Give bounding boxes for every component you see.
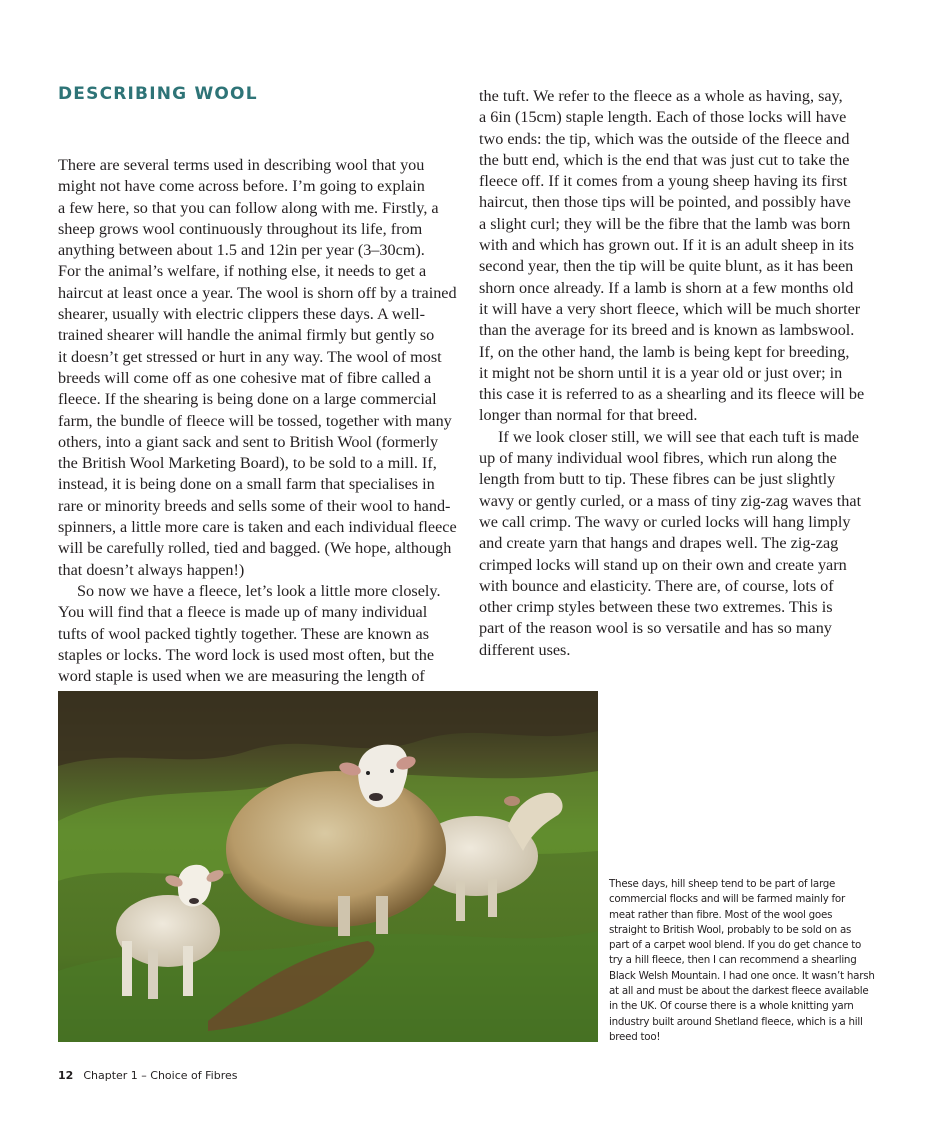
text-line: crimped locks will stand up on their own and create yarn	[479, 555, 847, 574]
text-line: this case it is referred to as a shearling and its fleece will be	[479, 385, 865, 404]
caption-line: industry built around Shetland fleece, which is a hill	[609, 1015, 863, 1028]
text-line: anything between about 1.5 and 12in per year (3–30cm).	[58, 241, 425, 260]
text-line: a slight curl; they will be the fibre that the lamb was born	[479, 214, 851, 233]
caption-line: at all and must be about the darkest fleece available	[609, 985, 869, 998]
text-line: than the average for its breed and is known as lambswool.	[479, 321, 855, 340]
caption-line: Black Welsh Mountain. I had one once. It wasn’t harsh	[609, 969, 875, 982]
text-line: might not have come across before. I’m going to explain	[58, 177, 425, 196]
text-line: will be carefully rolled, tied and bagged. (We hope, although	[58, 539, 452, 558]
text-line: a few here, so that you can follow along with me. Firstly, a	[58, 198, 439, 217]
text-line: fleece. If the shearing is being done on a large commercial	[58, 390, 437, 409]
text-line: longer than normal for that breed.	[479, 406, 698, 425]
text-line: the British Wool Marketing Board), to be sold to a mill. If,	[58, 454, 437, 473]
text-line: we call crimp. The wavy or curled locks will hang limply	[479, 512, 851, 531]
text-line: rare or minority breeds and sells some of their wool to hand-	[58, 496, 451, 515]
caption-line: part of a carpet wool blend. If you do get chance to	[609, 939, 862, 952]
text-line: up of many individual wool fibres, which run along the	[479, 449, 837, 468]
text-line: shorn once already. If a lamb is shorn at a few months old	[479, 278, 854, 297]
text-line: fleece off. If it comes from a young sheep having its first	[479, 172, 848, 191]
text-line: with and which has grown out. If it is an adult sheep in its	[479, 236, 854, 255]
text-line: sheep grows wool continuously throughout its life, from	[58, 219, 423, 238]
text-line: others, into a giant sack and sent to British Wool (formerly	[58, 432, 439, 451]
paragraph-start-line: So now we have a fleece, let’s look a little more closely.	[77, 581, 441, 600]
text-line: different uses.	[479, 640, 571, 659]
text-line: two ends: the tip, which was the outside of the fleece and	[479, 129, 850, 148]
right-text-column	[479, 86, 884, 661]
paragraph-start-line: If we look closer still, we will see that each tuft is made	[498, 427, 859, 446]
text-line: the tuft. We refer to the fleece as a whole as having, say,	[479, 87, 843, 105]
caption-line: These days, hill sheep tend to be part of large	[609, 878, 836, 890]
text-line: breeds will come off as one cohesive mat of fibre called a	[58, 368, 432, 387]
text-line: length from butt to tip. These fibres can be just slightly	[479, 470, 836, 489]
text-line: it doesn’t get stressed or hurt in any way. The wool of most	[58, 347, 442, 366]
text-line: part of the reason wool is so versatile and has so many	[479, 619, 832, 638]
text-line: and create yarn that hangs and drapes well. The zig-zag	[479, 534, 839, 553]
sheep-photo	[58, 691, 598, 1042]
text-line: wavy or gently curled, or a mass of tiny zig-zag waves that	[479, 491, 862, 510]
text-line: word staple is used when we are measuring the length of	[58, 667, 425, 686]
caption-line: breed too!	[609, 1030, 661, 1043]
text-line: trained shearer will handle the animal firmly but gently so	[58, 326, 435, 345]
text-line: with bounce and elasticity. There are, of course, lots of	[479, 576, 834, 595]
running-title: Chapter 1 – Choice of Fibres	[83, 1069, 238, 1082]
caption-line: straight to British Wool, probably to be sold on as	[609, 923, 852, 936]
text-line: instead, it is being done on a small farm that specialises in	[58, 475, 435, 494]
text-line: second year, then the tip will be quite blunt, as it has been	[479, 257, 854, 276]
page-number: 12	[58, 1069, 74, 1082]
text-line: farm, the bundle of fleece will be tossed, together with many	[58, 411, 452, 430]
text-line: staples or locks. The word lock is used most often, but the	[58, 645, 435, 664]
caption-line: in the UK. Of course there is a whole knitting yarn	[609, 1000, 854, 1013]
page-footer	[58, 1069, 237, 1082]
text-line: shearer, usually with electric clippers these days. A well-	[58, 305, 426, 324]
text-line: tufts of wool packed tightly together. These are known as	[58, 624, 430, 643]
section-heading: DESCRIBING WOOL	[58, 84, 258, 104]
text-line: spinners, a little more care is taken and each individual fleece	[58, 518, 457, 537]
text-line: the butt end, which is the end that was just cut to take the	[479, 150, 850, 169]
photo-caption	[609, 877, 894, 1045]
text-line: For the animal’s welfare, if nothing else, it needs to get a	[58, 262, 427, 281]
sheep-photo-illustration	[58, 691, 598, 1042]
caption-line: meat rather than fibre. Most of the wool goes	[609, 908, 833, 921]
text-line: You will find that a fleece is made up of many individual	[58, 603, 428, 622]
text-line: that doesn’t always happen!)	[58, 560, 245, 579]
text-line: it might not be shorn until it is a year old or just over; in	[479, 363, 843, 382]
text-line: it will have a very short fleece, which will be much shorter	[479, 299, 861, 318]
text-line: haircut, then those tips will be pointed, and possibly have	[479, 193, 851, 212]
caption-line: try a hill fleece, then I can recommend a shearling	[609, 954, 857, 967]
left-text-column	[58, 155, 463, 687]
text-line: haircut at least once a year. The wool is shorn off by a trained	[58, 283, 457, 302]
caption-line: commercial flocks and will be farmed mainly for	[609, 893, 845, 906]
text-line: a 6in (15cm) staple length. Each of those locks will have	[479, 108, 847, 127]
text-line: There are several terms used in describing wool that you	[58, 156, 425, 174]
text-line: other crimp styles between these two extremes. This is	[479, 598, 833, 617]
text-line: If, on the other hand, the lamb is being kept for breeding,	[479, 342, 850, 361]
